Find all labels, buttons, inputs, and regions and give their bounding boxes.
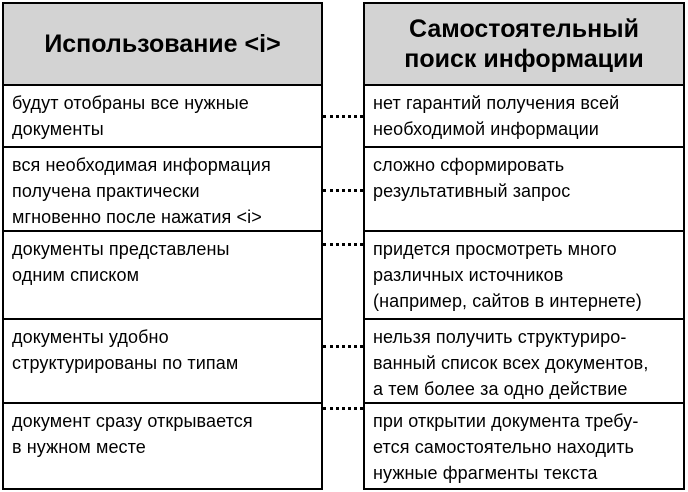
left-row-line: документ сразу открывается xyxy=(12,411,253,431)
right-row-line: нельзя получить структуриро- xyxy=(373,327,627,347)
row-connector xyxy=(323,189,363,192)
right-column-header xyxy=(363,2,685,86)
row-connector xyxy=(323,243,363,246)
right-column xyxy=(363,2,685,490)
left-row-3 xyxy=(2,232,323,320)
right-header-line: поиск информации xyxy=(404,45,644,73)
right-row-line: ванный список всех документов, xyxy=(373,353,649,373)
row-connector xyxy=(323,407,363,410)
left-row-1 xyxy=(2,86,323,148)
right-row-line: нужные фрагменты текста xyxy=(373,463,598,483)
left-column xyxy=(2,2,323,490)
left-row-2 xyxy=(2,148,323,232)
left-row-line: документы xyxy=(12,119,104,139)
right-row-line: (например, сайтов в интернете) xyxy=(373,291,642,311)
right-row-1 xyxy=(363,86,685,148)
row-connector xyxy=(323,115,363,118)
left-row-line: мгновенно после нажатия <i> xyxy=(12,207,262,227)
right-row-line: результативный запрос xyxy=(373,181,571,201)
row-connector xyxy=(323,345,363,348)
left-row-line: документы удобно xyxy=(12,327,169,347)
left-row-line: одним списком xyxy=(12,265,140,285)
right-header-line: Самостоятельный xyxy=(409,15,639,43)
right-row-line: придется просмотреть много xyxy=(373,239,617,259)
right-row-line: нет гарантий получения всей xyxy=(373,93,620,113)
right-row-2 xyxy=(363,148,685,232)
left-row-line: будут отобраны все нужные xyxy=(12,93,249,113)
left-row-5 xyxy=(2,404,323,490)
right-row-line: ется самостоятельно находить xyxy=(373,437,635,457)
left-row-line: получена практически xyxy=(12,181,200,201)
right-row-line: сложно сформировать xyxy=(373,155,565,175)
left-row-4 xyxy=(2,320,323,404)
left-row-line: в нужном месте xyxy=(12,437,146,457)
left-header-line: Использование <i> xyxy=(44,30,281,58)
right-row-line: различных источников xyxy=(373,265,564,285)
right-row-line: необходимой информации xyxy=(373,119,599,139)
right-row-line: а тем более за одно действие xyxy=(373,379,628,399)
right-row-4 xyxy=(363,320,685,404)
left-column-header xyxy=(2,2,323,86)
right-row-5 xyxy=(363,404,685,490)
right-row-3 xyxy=(363,232,685,320)
right-row-line: при открытии документа требу- xyxy=(373,411,639,431)
left-row-line: документы представлены xyxy=(12,239,230,259)
left-row-line: вся необходимая информация xyxy=(12,155,271,175)
left-row-line: структурированы по типам xyxy=(12,353,239,373)
